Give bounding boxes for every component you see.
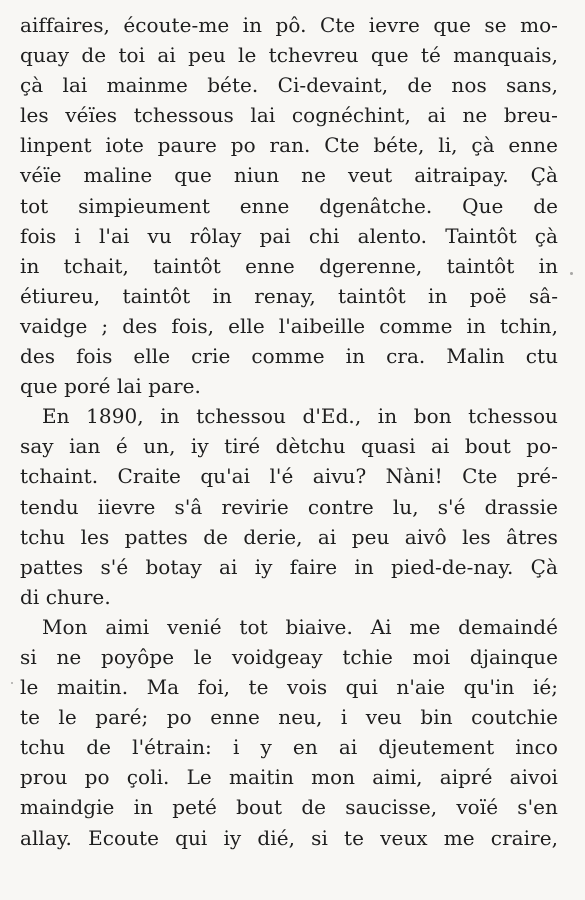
text-line: le maitin. Ma foi, te vois qui n'aie qu'in ié; [20, 675, 558, 700]
text-line: En 1890, in tchessou d'Ed., in bon tchessou [42, 404, 558, 429]
text-line: di chure. [20, 584, 111, 609]
text-line: fois i l'ai vu rôlay pai chi alento. Taintôt çà [20, 223, 558, 248]
paragraph-3 [20, 612, 558, 853]
text-line: prou po çoli. Le maitin mon aimi, aipré aivoi [20, 765, 558, 790]
text-line: quay de toi ai peu le tchevreu que té manquais, [20, 43, 558, 68]
text-line: Mon aimi venié tot biaive. Ai me demaindé [42, 614, 558, 639]
text-line: pattes s'é botay ai iy faire in pied-de-nay. Çà [20, 554, 558, 579]
text-line: étiureu, taintôt in renay, taintôt in poë sâ- [20, 283, 558, 308]
text-line: tchu les pattes de derie, ai peu aivô les âtres [20, 524, 558, 549]
text-line: tchaint. Craite qu'ai l'é aivu? Nàni! Cte pré- [20, 464, 558, 489]
text-line: les véïes tchessous lai cognéchint, ai ne breu- [20, 103, 558, 128]
paragraph-2 [20, 401, 558, 612]
text-line: aiffaires, écoute-me in pô. Cte ievre que se mo- [20, 13, 558, 37]
text-line: tendu iievre s'â revirie contre lu, s'é drassie [20, 494, 558, 519]
text-line: linpent iote paure po ran. Cte béte, li, çà enne [20, 133, 558, 158]
text-line: maindgie in peté bout de saucisse, voïé s'en [20, 795, 558, 820]
text-line: in tchait, taintôt enne dgerenne, taintôt in [20, 253, 558, 278]
text-line: çà lai mainme béte. Ci-devaint, de nos sans, [20, 73, 558, 98]
text-line: des fois elle crie comme in cra. Malin ctu [20, 344, 558, 369]
text-line: que poré lai pare. [20, 374, 201, 399]
text-line: tchu de l'étrain: i y en ai djeutement inco [20, 735, 558, 760]
text-line: te le paré; po enne neu, i veu bin coutchie [20, 705, 558, 730]
text-line: say ian é un, iy tiré dètchu quasi ai bout po- [20, 434, 558, 459]
paper-speck [11, 682, 13, 684]
text-line: véïe maline que niun ne veut aitraipay. Çà [20, 163, 558, 188]
text-line: tot simpieument enne dgenâtche. Que de [20, 193, 558, 218]
text-line: si ne poyôpe le voidgeay tchie moi djainque [20, 644, 558, 669]
text-line: allay. Ecoute qui iy dié, si te veux me craire, [20, 825, 558, 850]
paragraph-1 [20, 10, 558, 401]
text-line: vaidge ; des fois, elle l'aibeille comme in tchin, [20, 313, 558, 338]
paper-speck [570, 272, 573, 275]
